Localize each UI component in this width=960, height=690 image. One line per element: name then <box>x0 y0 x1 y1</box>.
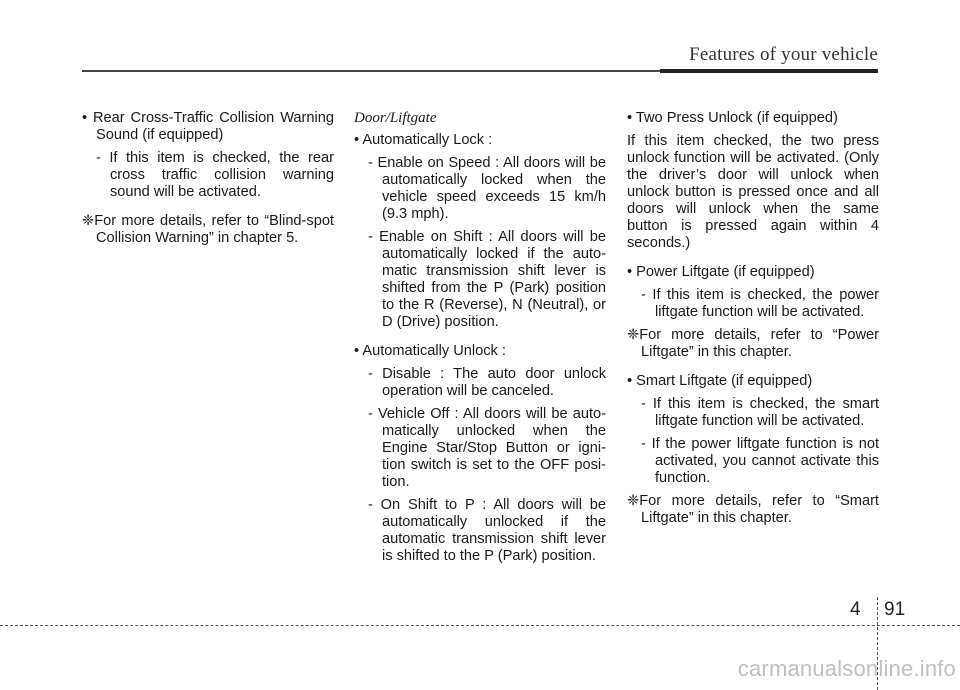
header-rule <box>82 70 660 72</box>
bullet-smart-liftgate: • Smart Liftgate (if equipped) <box>627 373 879 390</box>
dash-vehicle-off: - Vehicle Off : All doors will be auto-matically unlocked when the Engine Star/Stop Button or igni-tion switch is set to the OFF posi-tion. <box>368 406 606 490</box>
page-number: 91 <box>884 599 906 620</box>
column-left <box>82 110 334 253</box>
dash-enable-on-speed: - Enable on Speed : All doors will be automatically locked when the vehicle speed exceeds 15 km/h (9.3 mph). <box>368 155 606 222</box>
watermark-text: carmanualsonline.info <box>737 656 956 681</box>
dash-power-liftgate-detail: - If this item is checked, the power liftgate function will be activated. <box>641 287 879 320</box>
note-text: For more details, refer to “Smart Liftgate” in this chapter. <box>639 493 879 526</box>
page-header-title: Features of your vehicle <box>689 44 878 65</box>
dash-disable: - Disable : The auto door unlock operation will be canceled. <box>368 366 606 399</box>
dash-smart-liftgate-condition: - If the power liftgate function is not activated, you cannot activate this function. <box>641 436 879 486</box>
bullet-rear-cross-traffic: • Rear Cross-Traffic Collision Warning Sound (if equipped) <box>82 110 334 144</box>
column-middle <box>354 110 606 571</box>
note-text: For more details, refer to “Power Liftgate” in this chapter. <box>639 327 879 360</box>
dash-on-shift-to-p: - On Shift to P : All doors will be automatically unlocked if the automatic transmission shift lever is shifted to the P (Park) position. <box>368 497 606 564</box>
para-two-press-unlock: If this item checked, the two press unlock function will be activated. (Only the driver’s door will unlock when unlock button is pressed once and all doors will unlock when the same button is pressed again within 4 seconds.) <box>627 133 879 251</box>
column-right <box>627 110 879 533</box>
bullet-automatically-lock: • Automatically Lock : <box>354 132 606 149</box>
note-mark-icon: ❈ <box>82 213 95 229</box>
chapter-number: 4 <box>850 599 861 620</box>
note-mark-icon: ❈ <box>627 493 640 509</box>
note-text: For more details, refer to “Blind-spot Collision Warning” in chapter 5. <box>94 213 334 246</box>
bullet-automatically-unlock: • Automatically Unlock : <box>354 343 606 360</box>
footer-rule <box>0 625 960 626</box>
note-smart-liftgate <box>627 493 879 527</box>
note-blind-spot <box>82 213 334 247</box>
note-mark-icon: ❈ <box>627 327 640 343</box>
section-heading-door-liftgate: Door/Liftgate <box>354 110 437 126</box>
note-power-liftgate <box>627 327 879 361</box>
bullet-two-press-unlock: • Two Press Unlock (if equipped) <box>627 110 879 127</box>
dash-smart-liftgate-detail: - If this item is checked, the smart liftgate function will be activated. <box>641 396 879 429</box>
dash-enable-on-shift: - Enable on Shift : All doors will be automatically locked if the auto-matic transmission shift lever is shifted from the P (Park) position to the R (Reverse), N (Neutral), or D (Drive) position. <box>368 229 606 330</box>
dash-rear-cross-traffic-detail: - If this item is checked, the rear cross traffic collision warning sound will be activated. <box>96 150 334 200</box>
header-rule-accent <box>660 69 878 73</box>
bullet-power-liftgate: • Power Liftgate (if equipped) <box>627 264 879 281</box>
